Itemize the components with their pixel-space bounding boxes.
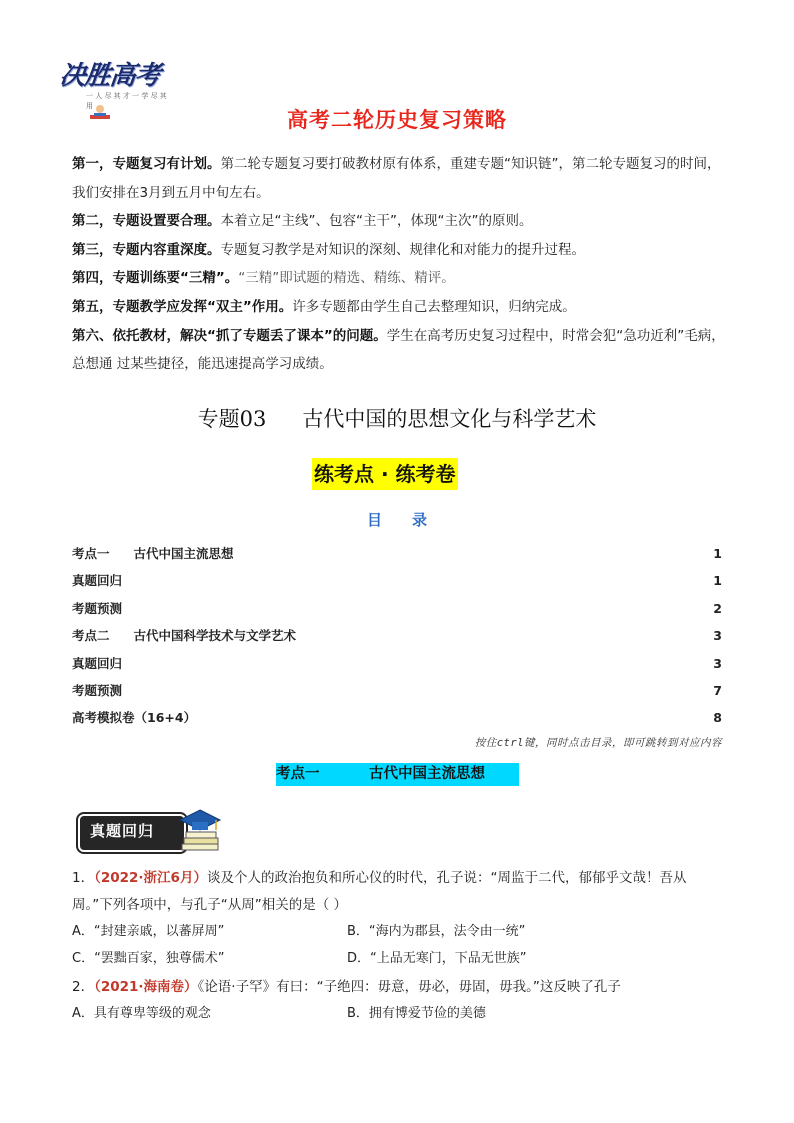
toc-link[interactable]: 考题预测 7 xyxy=(72,677,722,704)
toc-link[interactable]: 考题预测 2 xyxy=(72,595,722,622)
toc-page-number: 3 xyxy=(713,628,722,644)
logo-text: 决胜高考 xyxy=(58,61,162,91)
real-exam-badge xyxy=(78,808,218,854)
strategy-item: 第四，专题训练要“三精”。“三精”即试题的精选、精练、精评。 xyxy=(72,270,455,287)
answer-option[interactable]: D．“上品无寒门，下品无世族” xyxy=(347,951,527,966)
strategy-item: 第二，专题设置要合理。本着立足“主线”、包容“主干”，体现“主次”的原则。 xyxy=(72,213,533,230)
toc-page-number: 1 xyxy=(713,546,722,561)
strategy-list xyxy=(72,150,726,379)
toc-page-number: 1 xyxy=(713,573,722,589)
answer-option[interactable]: B．拥有博爱节俭的美德 xyxy=(347,1006,486,1021)
navigation-hint: 按住ctrl键，同时点击目录，即可跳转到对应内容 xyxy=(474,737,722,749)
answer-option[interactable]: A．具有尊卑等级的观念 xyxy=(72,1006,211,1021)
toc-page-number: 2 xyxy=(713,600,722,616)
question-1-line-2: 周。”下列各项中，与孔子“从周”相关的是（ ） xyxy=(72,897,348,913)
question-2-line-1: 2．（2021·海南卷）《论语·子罕》有曰：“子绝四：毋意，毋必，毋固，毋我。”这反映了孔子 xyxy=(72,979,621,995)
section-heading: 考点一 古代中国主流思想 xyxy=(276,763,519,786)
strategy-item: 第一，专题复习有计划。第二轮专题复习要打破教材原有体系，重建专题“知识链”，第二轮专题复习的时间，我们安排在3月到五月中旬左右。 xyxy=(72,156,721,201)
question-source: （2021·海南卷） xyxy=(94,979,198,995)
toc-heading: 目录 xyxy=(366,511,457,529)
strategy-item: 第六、依托教材，解决“抓了专题丢了课本”的问题。学生在高考历史复习过程中，时常会犯“急功近利”毛病，总想通 过某些捷径，能迅速提高学习成绩。 xyxy=(72,327,725,373)
toc-link[interactable]: 真题回归 1 xyxy=(72,567,722,594)
toc-page-number: 7 xyxy=(713,682,722,698)
badge-label: 真题回归 xyxy=(90,822,155,840)
answer-option[interactable]: C．“罢黜百家，独尊儒术” xyxy=(72,951,225,966)
topic-name: 古代中国的思想文化与科学艺术 xyxy=(302,407,597,431)
main-title: 高考二轮历史复习策略 xyxy=(287,108,507,132)
question-1-line-1: 1．（2022·浙江6月）谈及个人的政治抱负和所心仪的时代，孔子说：“周监于二代，郁郁乎文哉！吾从 xyxy=(72,870,687,886)
toc-link[interactable]: 真题回归 3 xyxy=(72,650,722,677)
strategy-item: 第五，专题教学应发挥“双主”作用。许多专题都由学生自己去整理知识，归纳完成。 xyxy=(72,298,576,315)
answer-option[interactable]: B．“海内为郡县，法令由一统” xyxy=(347,924,526,939)
topic-title xyxy=(0,403,794,433)
answer-option[interactable]: A．“封建亲戚，以蕃屏周” xyxy=(72,924,225,939)
question-source: （2022·浙江6月） xyxy=(94,870,207,886)
subtitle-highlight: 练考点 · 练考卷 xyxy=(312,458,458,490)
toc-link[interactable]: 高考模拟卷（16+4） 8 xyxy=(72,704,722,731)
toc-link[interactable]: 考点一 古代中国主流思想 1 xyxy=(72,540,722,567)
toc-page-number: 8 xyxy=(713,710,722,726)
topic-number: 专题03 xyxy=(197,407,267,431)
logo-tagline: 一 人 尽 其 才 一 学 尽 其 用 xyxy=(86,92,167,110)
table-of-contents xyxy=(72,540,722,732)
strategy-item: 第三，专题内容重深度。专题复习教学是对知识的深刻、规律化和对能力的提升过程。 xyxy=(72,241,585,258)
toc-link[interactable]: 考点二 古代中国科学技术与文学艺术 3 xyxy=(72,622,722,649)
toc-page-number: 3 xyxy=(713,655,722,671)
graduation-cap-books-icon xyxy=(178,808,222,854)
